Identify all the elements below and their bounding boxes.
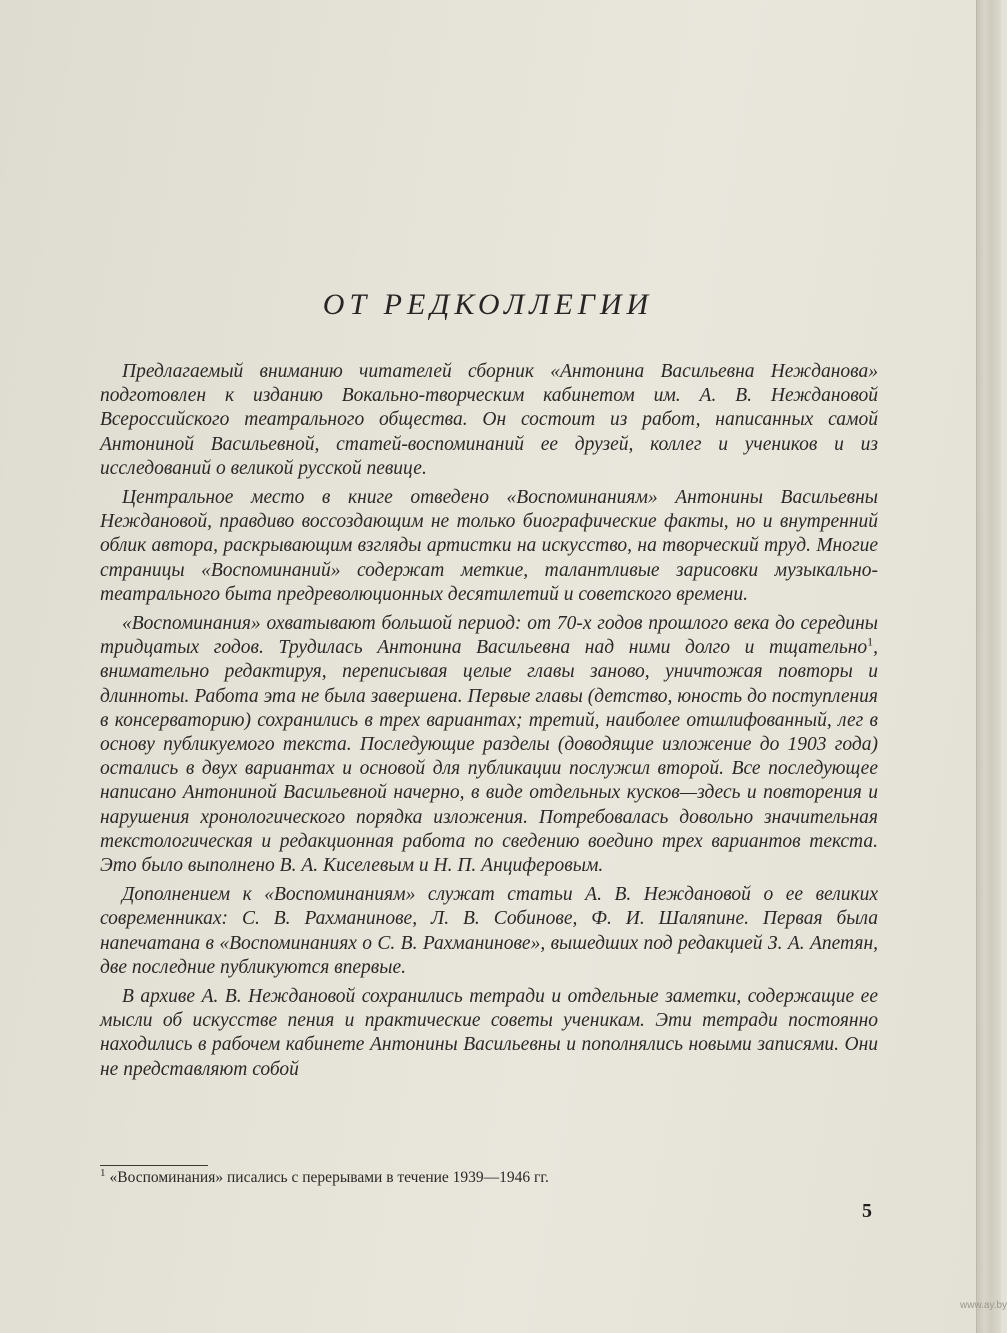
footnote-divider [100,1165,208,1166]
footnote-marker: 1 [100,1167,106,1179]
body-text [100,360,878,1087]
footnote-text: «Воспоминания» писались с перерывами в течение 1939—1946 гг. [109,1169,549,1187]
watermark: www.ay.by [960,1300,1007,1311]
paragraph-3-start: «Воспоминания» охватывают большой период: от 70-х годов прошлого века до середины тридцатых годов. Трудилась Антонина Васильевна над ними долго и тщательно [100,613,878,659]
page-number: 5 [862,1200,872,1222]
paragraph-3-rest: , внимательно редактируя, переписывая целые главы заново, уничтожая повторы и длинноты. Работа эта не была завершена. Первые главы (детство, юность до поступления в консерваторию) сохранились в трех вариантах; третий, наиболее отшлифованный, лег в основу публикуемого текста. Последующие разделы (доводящие изложение до 1903 года) остались в двух вариантах и основой для публикации послужил второй. Все последующее написано Антониной Васильевной начерно, в виде отдельных кусков—здесь и повторения и нарушения хронологического порядка изложения. Потребовалась довольно значительная текстологическая и редакционная работа по сведению воедино трех вариантов текста. Это было выполнено В. А. Киселевым и Н. П. Анциферовым. [100,637,878,877]
paragraph-5: В архиве А. В. Неждановой сохранились тетради и отдельные заметки, содержащие ее мысли об искусстве пения и практические советы ученикам. Эти тетради постоянно находились в рабочем кабинете Антонины Васильевны и пополнялись новыми записями. Они не представляют собой [100,986,878,1080]
page-title: ОТ РЕДКОЛЛЕГИИ [322,288,654,321]
footnote-reference: 1 [867,634,874,649]
paragraph-4: Дополнением к «Воспоминаниям» служат статьи А. В. Неждановой о ее великих современниках: С. В. Рахманинове, Л. В. Собинове, Ф. И. Шаляпине. Первая была напечатана в «Воспоминаниях о С. В. Рахманинове», вышедших под редакцией З. А. Апетян, две последние публикуются впервые. [100,884,878,978]
paragraph-3 [100,612,878,878]
page-edge [976,0,1001,1333]
footnote [100,1167,878,1187]
paragraph-1: Предлагаемый вниманию читателей сборник «Антонина Васильевна Нежданова» подготовлен к изданию Вокально-творческим кабинетом им. А. В. Неждановой Всероссийского театрального общества. Он состоит из работ, написанных самой Антониной Васильевной, статей-воспоминаний ее друзей, коллег и учеников и из исследований о великой русской певице. [100,361,878,479]
paragraph-2: Центральное место в книге отведено «Воспоминаниям» Антонины Васильевны Неждановой, правдиво воссоздающим не только биографические факты, но и внутренний облик автора, раскрывающим взгляды артистки на искусство, на творческий труд. Многие страницы «Воспоминаний» содержат меткие, талантливые зарисовки музыкально-театрального быта предреволюционных десятилетий и советского времени. [100,487,878,605]
